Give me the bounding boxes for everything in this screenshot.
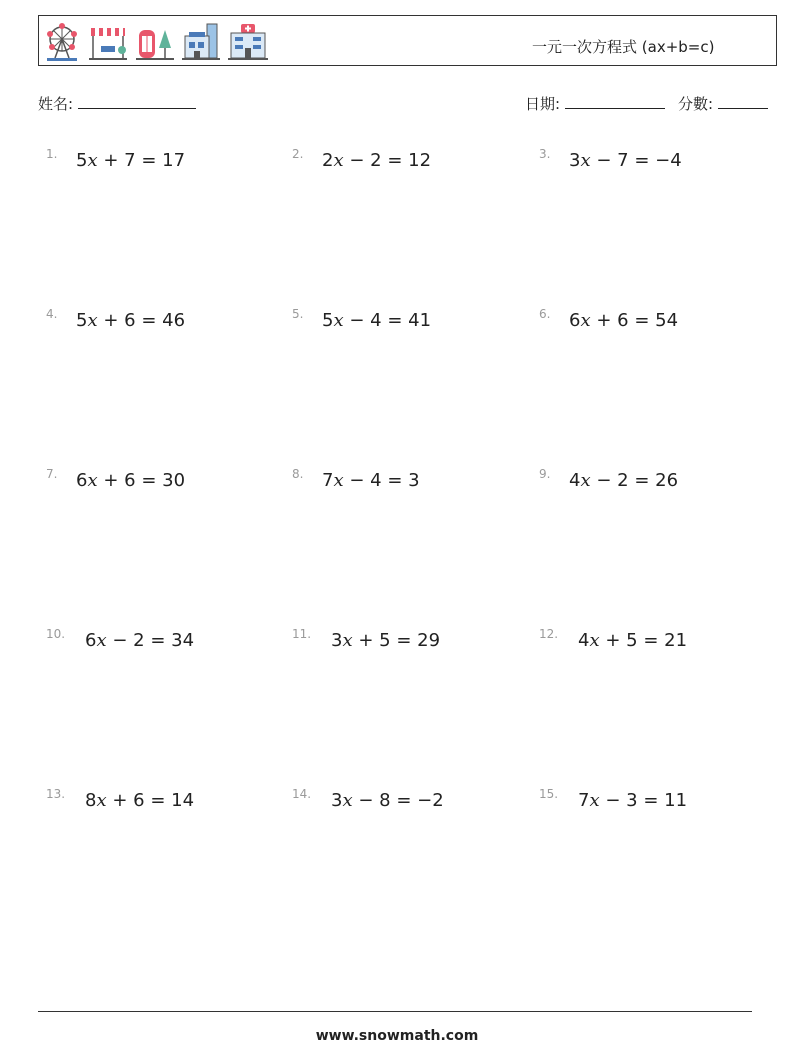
equation-op: − xyxy=(349,310,365,331)
equation-eqsign: = xyxy=(381,310,409,331)
equation-var: x xyxy=(87,470,98,491)
date-label: 日期: xyxy=(525,95,561,113)
equation-op: − xyxy=(605,790,621,811)
equation-coef: 6 xyxy=(85,630,97,651)
equation-var: x xyxy=(342,630,353,651)
equation-op: + xyxy=(112,790,128,811)
equation-eqsign: = xyxy=(637,790,665,811)
equation-rhs: 34 xyxy=(171,630,195,651)
score-field xyxy=(678,93,768,114)
equation-coef: 6 xyxy=(76,470,88,491)
equation-rhs: 21 xyxy=(664,630,688,651)
equation-rhs: −4 xyxy=(655,150,682,171)
equation-coef: 5 xyxy=(76,310,88,331)
problem-number: 3. xyxy=(539,147,551,161)
equation-const: 3 xyxy=(626,790,638,811)
equation-var: x xyxy=(580,150,591,171)
equation-const: 7 xyxy=(617,150,629,171)
equation-const: 6 xyxy=(133,790,145,811)
equation-rhs: −2 xyxy=(417,790,444,811)
header-icons xyxy=(43,22,269,62)
score-blank[interactable] xyxy=(718,94,768,109)
worksheet-title: 一元一次方程式 (ax+b=c) xyxy=(532,38,715,56)
equation-var: x xyxy=(333,150,344,171)
footer-divider xyxy=(38,1011,752,1012)
date-blank[interactable] xyxy=(565,94,665,109)
problem-number: 9. xyxy=(539,467,551,481)
equation-rhs: 17 xyxy=(162,150,186,171)
problem-equation xyxy=(76,150,185,171)
equation-rhs: 3 xyxy=(408,470,420,491)
problem-equation xyxy=(331,790,444,811)
problem-equation xyxy=(76,470,185,491)
problem-number: 10. xyxy=(46,627,66,641)
equation-var: x xyxy=(96,790,107,811)
problem-equation xyxy=(578,630,687,651)
equation-rhs: 12 xyxy=(408,150,432,171)
equation-var: x xyxy=(580,470,591,491)
problem-equation xyxy=(569,470,678,491)
hospital-icon xyxy=(227,22,269,62)
equation-coef: 2 xyxy=(322,150,334,171)
equation-const: 6 xyxy=(617,310,629,331)
equation-var: x xyxy=(96,630,107,651)
equation-eqsign: = xyxy=(144,790,172,811)
name-label: 姓名: xyxy=(38,95,74,113)
date-field xyxy=(525,93,665,114)
equation-coef: 5 xyxy=(322,310,334,331)
equation-const: 7 xyxy=(124,150,136,171)
problem-number: 2. xyxy=(292,147,304,161)
problem-equation xyxy=(85,630,194,651)
problem-number: 11. xyxy=(292,627,312,641)
problem-equation xyxy=(578,790,687,811)
name-blank[interactable] xyxy=(78,94,196,109)
equation-op: + xyxy=(596,310,612,331)
equation-eqsign: = xyxy=(628,470,656,491)
equation-op: − xyxy=(112,630,128,651)
problem-equation xyxy=(569,310,678,331)
problem-number: 14. xyxy=(292,787,312,801)
problem-equation xyxy=(331,630,440,651)
problem-equation xyxy=(322,150,431,171)
problem-equation xyxy=(569,150,682,171)
problem-equation xyxy=(76,310,185,331)
equation-var: x xyxy=(580,310,591,331)
equation-const: 2 xyxy=(617,470,629,491)
equation-op: − xyxy=(349,470,365,491)
problem-number: 5. xyxy=(292,307,304,321)
equation-op: − xyxy=(349,150,365,171)
equation-rhs: 41 xyxy=(408,310,432,331)
equation-op: + xyxy=(103,470,119,491)
equation-rhs: 46 xyxy=(162,310,186,331)
equation-eqsign: = xyxy=(390,630,418,651)
equation-op: + xyxy=(605,630,621,651)
problem-number: 1. xyxy=(46,147,58,161)
equation-coef: 4 xyxy=(578,630,590,651)
equation-op: − xyxy=(596,470,612,491)
equation-const: 2 xyxy=(370,150,382,171)
problem-number: 4. xyxy=(46,307,58,321)
equation-var: x xyxy=(589,630,600,651)
equation-var: x xyxy=(333,310,344,331)
problem-equation xyxy=(85,790,194,811)
worksheet-header xyxy=(38,15,777,66)
equation-var: x xyxy=(342,790,353,811)
equation-rhs: 26 xyxy=(655,470,679,491)
equation-eqsign: = xyxy=(135,470,163,491)
problem-number: 8. xyxy=(292,467,304,481)
equation-coef: 3 xyxy=(331,790,343,811)
equation-rhs: 30 xyxy=(162,470,186,491)
equation-coef: 3 xyxy=(569,150,581,171)
equation-const: 5 xyxy=(626,630,638,651)
equation-const: 2 xyxy=(133,630,145,651)
problem-equation xyxy=(322,470,420,491)
equation-var: x xyxy=(87,310,98,331)
equation-const: 6 xyxy=(124,470,136,491)
equation-eqsign: = xyxy=(637,630,665,651)
equation-var: x xyxy=(333,470,344,491)
problem-number: 13. xyxy=(46,787,66,801)
problem-number: 7. xyxy=(46,467,58,481)
equation-var: x xyxy=(87,150,98,171)
equation-coef: 3 xyxy=(331,630,343,651)
equation-eqsign: = xyxy=(390,790,418,811)
equation-coef: 7 xyxy=(322,470,334,491)
equation-const: 8 xyxy=(379,790,391,811)
equation-rhs: 29 xyxy=(417,630,441,651)
equation-coef: 6 xyxy=(569,310,581,331)
footer-site: www.snowmath.com xyxy=(315,1028,479,1044)
equation-op: − xyxy=(596,150,612,171)
equation-var: x xyxy=(589,790,600,811)
equation-coef: 5 xyxy=(76,150,88,171)
problem-equation xyxy=(322,310,431,331)
equation-coef: 8 xyxy=(85,790,97,811)
equation-const: 6 xyxy=(124,310,136,331)
equation-rhs: 11 xyxy=(664,790,688,811)
equation-eqsign: = xyxy=(135,150,163,171)
equation-coef: 7 xyxy=(578,790,590,811)
phone-booth-tree-icon xyxy=(135,22,175,62)
equation-eqsign: = xyxy=(381,470,409,491)
equation-eqsign: = xyxy=(381,150,409,171)
equation-op: + xyxy=(358,630,374,651)
score-label: 分數: xyxy=(678,95,714,113)
equation-eqsign: = xyxy=(144,630,172,651)
problem-number: 15. xyxy=(539,787,559,801)
equation-op: + xyxy=(103,310,119,331)
equation-const: 5 xyxy=(379,630,391,651)
equation-eqsign: = xyxy=(135,310,163,331)
equation-const: 4 xyxy=(370,470,382,491)
office-building-icon xyxy=(181,22,221,62)
equation-rhs: 54 xyxy=(655,310,679,331)
equation-eqsign: = xyxy=(628,310,656,331)
equation-rhs: 14 xyxy=(171,790,195,811)
problem-number: 6. xyxy=(539,307,551,321)
name-field xyxy=(38,93,196,114)
equation-const: 4 xyxy=(370,310,382,331)
equation-coef: 4 xyxy=(569,470,581,491)
ferris-wheel-icon xyxy=(43,22,81,62)
equation-op: + xyxy=(103,150,119,171)
equation-op: − xyxy=(358,790,374,811)
equation-eqsign: = xyxy=(628,150,656,171)
market-stall-icon xyxy=(87,22,129,62)
problem-number: 12. xyxy=(539,627,559,641)
